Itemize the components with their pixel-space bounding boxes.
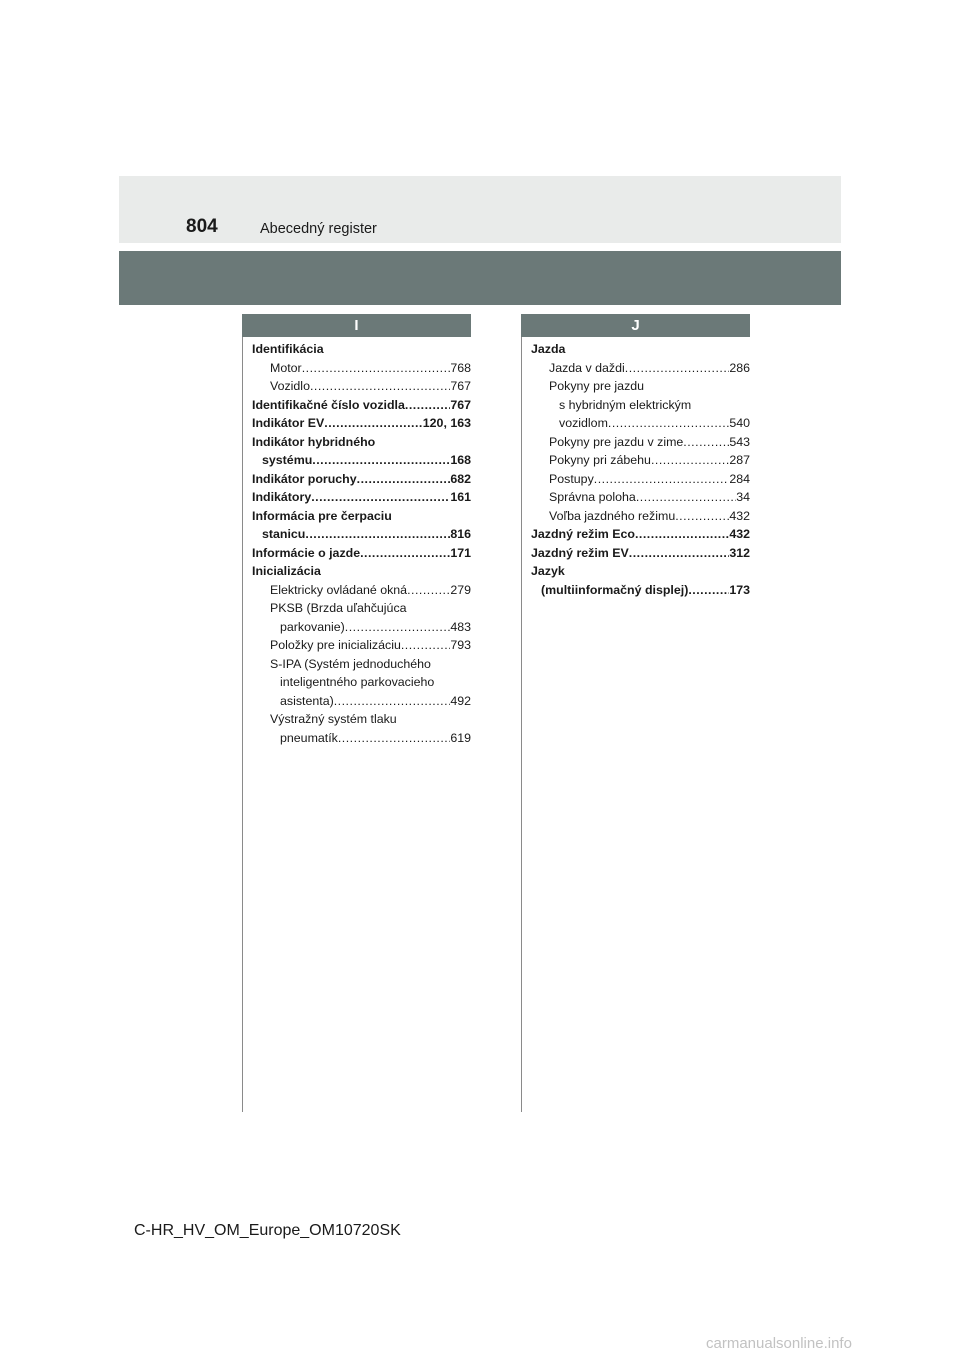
index-entry-text: systému xyxy=(262,453,313,467)
index-entry-page[interactable]: 682 xyxy=(450,471,471,486)
index-entry-text: Jazdný režim Eco xyxy=(531,527,635,541)
index-entry-page[interactable]: 793 xyxy=(450,638,471,652)
index-entry-text: Pokyny pre jazdu v zime xyxy=(549,434,684,449)
column-divider xyxy=(242,337,243,1112)
index-entry xyxy=(252,673,471,692)
index-entry-text: Informácia pre čerpaciu xyxy=(252,508,392,523)
index-entry-text: PKSB (Brzda uľahčujúca xyxy=(270,601,407,615)
dot-leader xyxy=(407,581,450,600)
section-title: Abecedný register xyxy=(260,221,377,237)
index-entry-text: S-IPA (Systém jednoduchého xyxy=(270,656,431,671)
index-entry-text: parkovanie) xyxy=(280,619,345,634)
index-entry-text: Indikátor EV xyxy=(252,416,325,430)
index-entry xyxy=(531,544,750,563)
index-entry-page[interactable]: 284 xyxy=(729,471,750,486)
dot-leader xyxy=(311,488,450,507)
index-entry-text: Správna poloha xyxy=(549,490,636,504)
index-entry-text: Položky pre inicializáciu xyxy=(270,638,401,652)
index-entry-page[interactable]: 619 xyxy=(450,730,471,745)
chapter-band xyxy=(119,251,841,305)
dot-leader xyxy=(360,544,450,563)
dot-leader xyxy=(683,433,729,452)
index-entry xyxy=(252,618,471,637)
index-entry xyxy=(531,525,750,544)
dot-leader xyxy=(635,525,729,544)
index-entry xyxy=(531,359,750,378)
letter-heading-i: I xyxy=(242,314,471,337)
dot-leader xyxy=(312,451,450,470)
index-entry xyxy=(531,377,750,396)
index-entry-text: Jazda v daždi xyxy=(549,360,625,375)
page-number: 804 xyxy=(186,216,218,237)
index-entry-text: (multiinformačný displej) xyxy=(541,582,689,597)
index-entry xyxy=(252,507,471,526)
dot-leader xyxy=(334,692,451,711)
index-entry-page[interactable]: 767 xyxy=(450,397,471,412)
index-entry-page[interactable]: 171 xyxy=(450,545,471,560)
index-entry-page[interactable]: 312 xyxy=(729,545,750,560)
index-entry-text: Inicializácia xyxy=(252,564,321,578)
index-entry-page[interactable]: 767 xyxy=(450,379,471,393)
document-code: C-HR_HV_OM_Europe_OM10720SK xyxy=(134,1222,401,1239)
index-entry-text: Indikátor poruchy xyxy=(252,471,357,486)
index-entry xyxy=(531,433,750,452)
index-entry xyxy=(252,451,471,470)
dot-leader xyxy=(594,470,730,489)
dot-leader xyxy=(357,470,451,489)
index-entry xyxy=(531,396,750,415)
dot-leader xyxy=(305,525,450,544)
index-entry-text: Motor xyxy=(270,360,302,375)
index-entry-text: stanicu xyxy=(262,527,306,541)
index-entry xyxy=(252,377,471,396)
index-entry xyxy=(252,433,471,452)
index-entry-text: asistenta) xyxy=(280,693,334,708)
index-entry xyxy=(531,340,750,359)
index-entry-page[interactable]: 168 xyxy=(450,453,471,467)
index-entry-text: pneumatík xyxy=(280,730,338,745)
index-entry xyxy=(531,507,750,526)
index-entry-page[interactable]: 432 xyxy=(729,508,750,523)
index-entry-page[interactable]: 287 xyxy=(729,453,750,467)
index-entry-text: Vozidlo xyxy=(270,379,310,393)
dot-leader xyxy=(651,451,729,470)
index-entry xyxy=(531,470,750,489)
index-entry-text: Jazyk xyxy=(531,564,565,578)
index-entry-page[interactable]: 816 xyxy=(450,527,471,541)
index-entry-text: Jazdný režim EV xyxy=(531,545,629,560)
index-entry-text: Indikátory xyxy=(252,490,312,504)
index-entry-page[interactable]: 34 xyxy=(736,490,750,504)
index-entry-page[interactable]: 543 xyxy=(729,434,750,449)
dot-leader xyxy=(636,488,736,507)
dot-leader xyxy=(625,359,730,378)
index-entry-page[interactable]: 279 xyxy=(450,582,471,597)
index-entry xyxy=(252,488,471,507)
index-entry-page[interactable]: 161 xyxy=(450,490,471,504)
index-entry-text: Pokyny pri zábehu xyxy=(549,453,651,467)
index-entry xyxy=(531,488,750,507)
dot-leader xyxy=(310,377,450,396)
index-entry-page[interactable]: 120, 163 xyxy=(422,416,471,430)
dot-leader xyxy=(688,581,729,600)
dot-leader xyxy=(675,507,729,526)
index-column-i xyxy=(252,340,471,747)
index-entry-text: Elektricky ovládané okná xyxy=(270,582,408,597)
watermark: carmanualsonline.info xyxy=(706,1335,852,1352)
index-entry xyxy=(531,581,750,600)
index-entry xyxy=(252,636,471,655)
index-entry xyxy=(531,414,750,433)
index-entry-page[interactable]: 492 xyxy=(450,693,471,708)
dot-leader xyxy=(401,636,450,655)
index-entry-text: Indikátor hybridného xyxy=(252,434,376,449)
index-entry xyxy=(531,562,750,581)
index-entry-page[interactable]: 173 xyxy=(729,582,750,597)
index-entry xyxy=(531,451,750,470)
index-entry xyxy=(252,599,471,618)
index-entry-text: Identifikácia xyxy=(252,342,324,356)
dot-leader xyxy=(608,414,729,433)
dot-leader xyxy=(302,359,451,378)
dot-leader xyxy=(324,414,422,433)
index-entry-text: vozidlom xyxy=(559,416,608,430)
dot-leader xyxy=(629,544,730,563)
index-entry-page[interactable]: 286 xyxy=(729,360,750,375)
index-entry-text: s hybridným elektrickým xyxy=(559,397,692,412)
index-entry-text: Výstražný systém tlaku xyxy=(270,712,397,726)
index-entry xyxy=(252,729,471,748)
index-entry-text: Informácie o jazde xyxy=(252,545,361,560)
index-entry xyxy=(252,414,471,433)
index-entry-text: Identifikačné číslo vozidla xyxy=(252,397,405,412)
index-entry-text: Pokyny pre jazdu xyxy=(549,379,645,393)
index-entry xyxy=(252,396,471,415)
dot-leader xyxy=(345,618,451,637)
column-divider xyxy=(521,337,522,1112)
index-entry-page[interactable]: 540 xyxy=(729,416,750,430)
index-entry xyxy=(252,562,471,581)
index-entry-text: Postupy xyxy=(549,471,594,486)
index-entry xyxy=(252,340,471,359)
index-entry-page[interactable]: 768 xyxy=(450,360,471,375)
dot-leader xyxy=(405,396,450,415)
index-entry-page[interactable]: 483 xyxy=(450,619,471,634)
index-entry xyxy=(252,581,471,600)
index-entry-text: inteligentného parkovacieho xyxy=(280,675,435,689)
index-entry xyxy=(252,692,471,711)
letter-heading-j: J xyxy=(521,314,750,337)
header-band xyxy=(119,176,841,243)
index-entry-text: Voľba jazdného režimu xyxy=(549,508,676,523)
index-entry xyxy=(252,710,471,729)
index-entry-page[interactable]: 432 xyxy=(729,527,750,541)
dot-leader xyxy=(338,729,450,748)
index-entry xyxy=(252,359,471,378)
index-entry xyxy=(252,525,471,544)
index-entry xyxy=(252,470,471,489)
index-entry-text: Jazda xyxy=(531,342,566,356)
index-entry xyxy=(252,655,471,674)
index-column-j xyxy=(531,340,750,599)
index-entry xyxy=(252,544,471,563)
